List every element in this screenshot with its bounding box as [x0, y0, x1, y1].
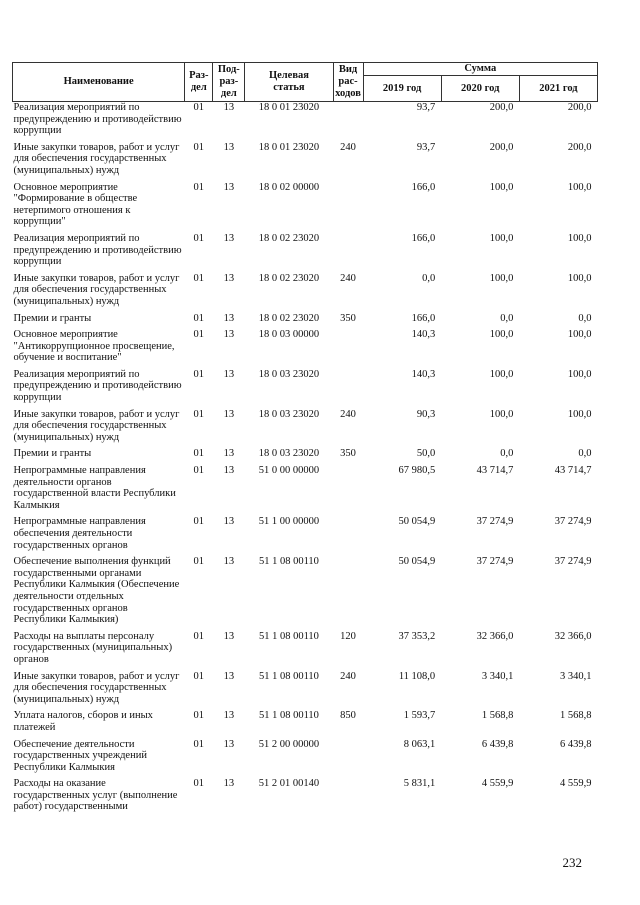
row-podrazdel: 13	[223, 556, 235, 568]
row-celevaya-statya: 18 0 03 23020	[258, 408, 320, 420]
table-row	[13, 233, 598, 273]
row-name: Иные закупки товаров, работ и услуг для обеспечения государственных (муниципальных) нужд	[13, 141, 180, 176]
row-name: Расходы на оказание государственных услуг (выполнение работ) государственными	[13, 778, 178, 813]
row-celevaya-statya: 51 2 00 00000	[258, 738, 320, 750]
row-celevaya-statya: 18 0 02 23020	[258, 232, 320, 244]
row-sum-2020: 4 559,9	[481, 778, 514, 790]
row-razdel: 01	[193, 556, 205, 568]
table-row	[13, 465, 598, 516]
row-razdel: 01	[193, 408, 205, 420]
row-sum-2021: 200,0	[567, 102, 592, 113]
row-razdel: 01	[193, 738, 205, 750]
row-sum-2021: 100,0	[567, 181, 592, 193]
row-podrazdel: 13	[223, 181, 235, 193]
row-name: Премии и гранты	[13, 312, 92, 324]
row-sum-2019: 93,7	[416, 102, 436, 113]
row-celevaya-statya: 51 1 00 00000	[258, 516, 320, 528]
row-name: Уплата налогов, сборов и иных платежей	[13, 710, 153, 733]
row-sum-2021: 200,0	[567, 141, 592, 153]
row-razdel: 01	[193, 368, 205, 380]
row-sum-2020: 200,0	[489, 102, 514, 113]
row-vid-rashodov	[333, 102, 363, 142]
row-podrazdel: 13	[223, 408, 235, 420]
row-sum-2020: 43 714,7	[476, 465, 514, 477]
row-sum-2019: 140,3	[411, 368, 436, 380]
row-sum-2021: 0,0	[578, 448, 592, 460]
row-sum-2019: 93,7	[416, 141, 436, 153]
row-podrazdel: 13	[223, 738, 235, 750]
table-row	[13, 710, 598, 738]
row-celevaya-statya: 18 0 02 23020	[258, 272, 320, 284]
row-sum-2021: 1 568,8	[560, 710, 592, 722]
row-sum-2021: 37 274,9	[554, 556, 592, 568]
row-podrazdel: 13	[223, 778, 235, 790]
row-sum-2021: 0,0	[578, 312, 592, 324]
row-celevaya-statya: 18 0 03 00000	[258, 329, 320, 341]
row-vid-rashodov	[333, 465, 363, 516]
row-vid-rashodov: 850	[340, 710, 356, 722]
row-name: Реализация мероприятий по предупреждению и противодействию коррупции	[13, 232, 182, 268]
row-celevaya-statya: 18 0 01 23020	[258, 141, 320, 153]
row-vid-rashodov: 240	[340, 141, 356, 153]
row-podrazdel: 13	[223, 630, 235, 642]
row-sum-2021: 43 714,7	[554, 465, 592, 477]
row-razdel: 01	[193, 232, 205, 244]
row-sum-2019: 0,0	[422, 272, 436, 284]
row-celevaya-statya: 51 1 08 00110	[258, 556, 319, 568]
header-year-2020: 2020 год	[441, 76, 519, 102]
row-vid-rashodov: 240	[340, 670, 356, 682]
table-row	[13, 102, 598, 142]
row-sum-2021: 100,0	[567, 232, 592, 244]
header-celevaya-statya: Целевая статья	[245, 63, 333, 102]
row-vid-rashodov	[333, 329, 363, 369]
row-razdel: 01	[193, 630, 205, 642]
row-podrazdel: 13	[223, 516, 235, 528]
table-row	[13, 409, 598, 449]
header-vid-rashodov: Вид рас- ходов	[333, 63, 363, 102]
row-vid-rashodov: 120	[340, 630, 356, 642]
header-name: Наименование	[13, 63, 185, 102]
table-row	[13, 273, 598, 313]
row-sum-2020: 100,0	[489, 272, 514, 284]
row-sum-2021: 100,0	[567, 272, 592, 284]
row-sum-2019: 140,3	[411, 329, 436, 341]
row-vid-rashodov	[333, 182, 363, 233]
row-sum-2020: 100,0	[489, 232, 514, 244]
row-vid-rashodov: 350	[340, 448, 356, 460]
row-razdel: 01	[193, 465, 205, 477]
row-sum-2021: 100,0	[567, 329, 592, 341]
row-vid-rashodov	[333, 778, 363, 818]
row-podrazdel: 13	[223, 272, 235, 284]
row-podrazdel: 13	[223, 232, 235, 244]
row-name: Обеспечение деятельности государственных учреждений Республики Калмыкия	[13, 738, 147, 773]
row-sum-2020: 32 366,0	[476, 630, 514, 642]
page-number: 232	[562, 855, 582, 870]
table-row	[13, 329, 598, 369]
row-vid-rashodov: 240	[340, 408, 356, 420]
row-razdel: 01	[193, 516, 205, 528]
row-name: Премии и гранты	[13, 448, 92, 460]
row-sum-2019: 50 054,9	[398, 556, 436, 568]
row-name: Основное мероприятие "Формирование в обществе нетерпимого отношения к коррупции"	[13, 181, 138, 228]
row-sum-2019: 166,0	[411, 181, 436, 193]
row-razdel: 01	[193, 778, 205, 790]
header-summa: Сумма	[363, 63, 597, 76]
row-sum-2019: 5 831,1	[403, 778, 436, 790]
row-sum-2019: 1 593,7	[403, 710, 436, 722]
row-podrazdel: 13	[223, 710, 235, 722]
row-sum-2020: 200,0	[489, 141, 514, 153]
header-year-2019: 2019 год	[363, 76, 441, 102]
row-sum-2020: 100,0	[489, 368, 514, 380]
table-row	[13, 671, 598, 711]
row-podrazdel: 13	[223, 368, 235, 380]
table-row	[13, 631, 598, 671]
row-name: Иные закупки товаров, работ и услуг для обеспечения государственных (муниципальных) нужд	[13, 670, 180, 705]
row-razdel: 01	[193, 329, 205, 341]
row-name: Реализация мероприятий по предупреждению и противодействию коррупции	[13, 102, 182, 137]
row-sum-2019: 166,0	[411, 232, 436, 244]
row-sum-2019: 11 108,0	[398, 670, 436, 682]
row-name: Иные закупки товаров, работ и услуг для обеспечения государственных (муниципальных) нужд	[13, 272, 180, 307]
row-name: Непрограммные направления деятельности органов государственной власти Республики Калмыкия	[13, 465, 176, 511]
row-sum-2021: 4 559,9	[560, 778, 592, 790]
row-podrazdel: 13	[223, 448, 235, 460]
row-name: Расходы на выплаты персоналу государственных (муниципальных) органов	[13, 630, 173, 665]
row-sum-2021: 100,0	[567, 368, 592, 380]
row-razdel: 01	[193, 272, 205, 284]
header-year-2021: 2021 год	[519, 76, 597, 102]
table-row	[13, 778, 598, 818]
row-sum-2020: 3 340,1	[481, 670, 514, 682]
row-sum-2020: 100,0	[489, 329, 514, 341]
row-celevaya-statya: 18 0 02 23020	[258, 312, 320, 324]
row-name: Реализация мероприятий по предупреждению и противодействию коррупции	[13, 368, 182, 404]
row-vid-rashodov	[333, 739, 363, 779]
header-razdel: Раз- дел	[185, 63, 213, 102]
row-celevaya-statya: 18 0 03 23020	[258, 448, 320, 460]
row-celevaya-statya: 18 0 03 23020	[258, 368, 320, 380]
row-podrazdel: 13	[223, 670, 235, 682]
row-sum-2020: 0,0	[500, 448, 514, 460]
row-vid-rashodov: 240	[340, 272, 356, 284]
row-podrazdel: 13	[223, 102, 235, 113]
row-razdel: 01	[193, 710, 205, 722]
row-vid-rashodov	[333, 233, 363, 273]
row-celevaya-statya: 51 0 00 00000	[258, 465, 320, 477]
table-row	[13, 448, 598, 465]
row-razdel: 01	[193, 181, 205, 193]
row-name: Основное мероприятие "Антикоррупционное просвещение, обучение и воспитание"	[13, 329, 175, 364]
row-sum-2019: 8 063,1	[403, 738, 436, 750]
row-sum-2019: 166,0	[411, 312, 436, 324]
row-sum-2020: 1 568,8	[481, 710, 514, 722]
row-sum-2020: 37 274,9	[476, 556, 514, 568]
budget-table	[12, 62, 598, 818]
row-sum-2021: 32 366,0	[554, 630, 592, 642]
row-sum-2021: 100,0	[567, 408, 592, 420]
row-sum-2019: 37 353,2	[398, 630, 436, 642]
table-header	[13, 63, 598, 102]
row-sum-2020: 6 439,8	[481, 738, 514, 750]
row-razdel: 01	[193, 448, 205, 460]
row-sum-2019: 67 980,5	[398, 465, 436, 477]
budget-table-container	[12, 62, 598, 818]
row-celevaya-statya: 18 0 01 23020	[258, 102, 320, 113]
row-podrazdel: 13	[223, 312, 235, 324]
row-name: Иные закупки товаров, работ и услуг для обеспечения государственных (муниципальных) нужд	[13, 408, 180, 443]
row-sum-2021: 37 274,9	[554, 516, 592, 528]
table-body	[13, 102, 598, 819]
table-row	[13, 369, 598, 409]
row-sum-2019: 90,3	[416, 408, 436, 420]
table-row	[13, 182, 598, 233]
table-row	[13, 739, 598, 779]
row-sum-2021: 3 340,1	[560, 670, 592, 682]
row-razdel: 01	[193, 102, 205, 113]
header-podrazdel: Под- раз- дел	[213, 63, 245, 102]
table-row	[13, 556, 598, 631]
row-podrazdel: 13	[223, 329, 235, 341]
row-sum-2019: 50,0	[416, 448, 436, 460]
row-sum-2020: 100,0	[489, 181, 514, 193]
table-row	[13, 313, 598, 330]
row-sum-2020: 37 274,9	[476, 516, 514, 528]
row-razdel: 01	[193, 141, 205, 153]
row-sum-2019: 50 054,9	[398, 516, 436, 528]
row-name: Непрограммные направления обеспечения деятельности государственных органов	[13, 516, 146, 551]
row-celevaya-statya: 51 2 01 00140	[258, 778, 320, 790]
row-vid-rashodov	[333, 369, 363, 409]
row-name: Обеспечение выполнения функций государственными органами Республики Калмыкия (Обеспечение деятельности отдельных государственных органов Республики Калмыкия)	[13, 556, 180, 626]
row-sum-2020: 100,0	[489, 408, 514, 420]
row-vid-rashodov: 350	[340, 312, 356, 324]
row-vid-rashodov	[333, 556, 363, 631]
table-row	[13, 516, 598, 556]
row-celevaya-statya: 51 1 08 00110	[258, 670, 319, 682]
row-podrazdel: 13	[223, 465, 235, 477]
row-vid-rashodov	[333, 516, 363, 556]
table-row	[13, 142, 598, 182]
row-celevaya-statya: 51 1 08 00110	[258, 630, 319, 642]
row-podrazdel: 13	[223, 141, 235, 153]
row-razdel: 01	[193, 670, 205, 682]
row-sum-2020: 0,0	[500, 312, 514, 324]
row-celevaya-statya: 18 0 02 00000	[258, 181, 320, 193]
row-sum-2021: 6 439,8	[560, 738, 592, 750]
row-celevaya-statya: 51 1 08 00110	[258, 710, 319, 722]
row-razdel: 01	[193, 312, 205, 324]
